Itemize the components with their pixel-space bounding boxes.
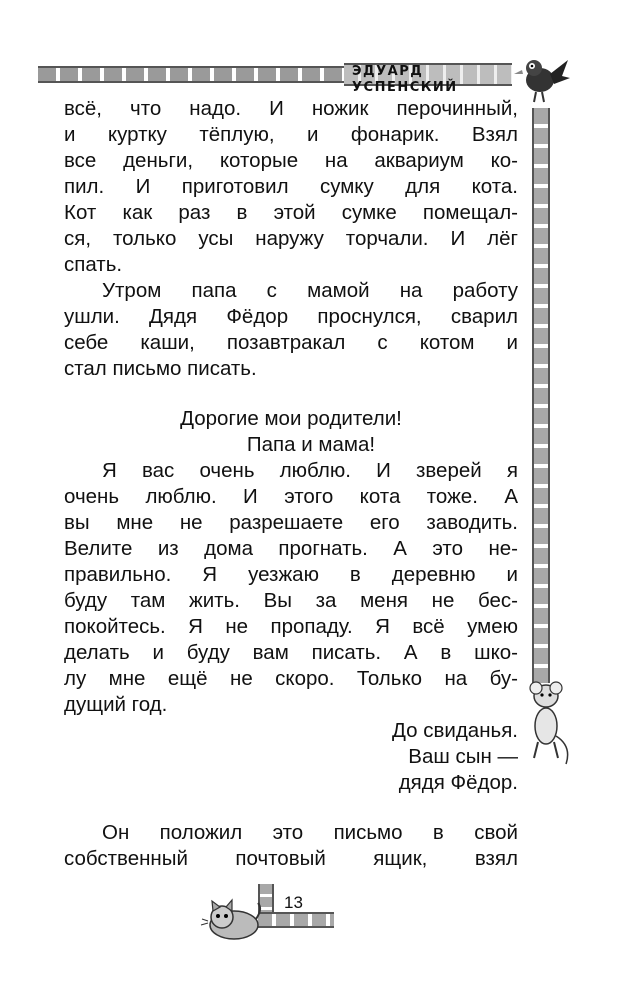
crow-icon: [512, 48, 572, 108]
letter: [64, 406, 518, 796]
text-line: дущий год.: [64, 693, 168, 716]
text-line: стал письмо писать.: [64, 357, 257, 380]
text-line: Кот как раз в этой сумке помещал-: [64, 201, 518, 224]
text-line: правильно. Я уезжаю в деревню и: [64, 563, 518, 586]
text-line: очень люблю. И этого кота тоже. А: [64, 485, 518, 508]
text-line: делать и буду вам писать. А в шко-: [64, 641, 518, 664]
letter-signature: дядя Фёдор.: [398, 771, 518, 794]
text-line: Велите из дома прогнать. А это не-: [64, 537, 518, 560]
text-line: и куртку тёплую, и фонарик. Взял: [64, 123, 518, 146]
paragraph-2: [64, 278, 518, 382]
text-line: спать.: [64, 253, 123, 276]
text-line: лу мне ещё не скоро. Только на бу-: [64, 667, 518, 690]
text-line: ся, только усы наружу торчали. И лёг: [64, 227, 518, 250]
text-line: ушли. Дядя Фёдор проснулся, сварил: [64, 305, 518, 328]
page-number: 13: [284, 893, 303, 912]
footer-border-strip: [258, 912, 334, 928]
text-line: Утром папа с мамой на работу: [102, 279, 518, 302]
text-line: пил. И приготовил сумку для кота.: [64, 175, 518, 198]
author-name: ЭДУАРД УСПЕНСКИЙ: [352, 64, 458, 95]
text-line: все деньги, которые на аквариум ко-: [64, 149, 518, 172]
text-line: себе каши, позавтракал с котом и: [64, 331, 518, 354]
text-line: покойтесь. Я не пропаду. Я всё умею: [64, 615, 518, 638]
letter-signoff: Ваш сын —: [408, 745, 518, 768]
text-line: буду там жить. Вы за меня не бес-: [64, 589, 518, 612]
top-border-strip: [38, 66, 348, 83]
letter-greeting: Папа и мама!: [246, 433, 376, 456]
text-line: вы мне не разрешаете его заводить.: [64, 511, 518, 534]
side-border-strip: [532, 108, 550, 683]
paragraph-1: [64, 96, 518, 278]
text-line: Он положил это письмо в свой: [102, 821, 518, 844]
letter-signoff: До свиданья.: [392, 719, 518, 742]
text-line: Я вас очень люблю. И зверей я: [102, 459, 518, 482]
text-line: всё, что надо. И ножик перочинный,: [64, 97, 518, 120]
page-text: [64, 96, 518, 872]
cat-icon: [200, 895, 264, 945]
letter-greeting: Дорогие мои родители!: [180, 407, 402, 430]
paragraph-3: [64, 820, 518, 872]
text-line: собственный почтовый ящик, взял: [64, 847, 518, 870]
mouse-icon: [516, 680, 576, 770]
